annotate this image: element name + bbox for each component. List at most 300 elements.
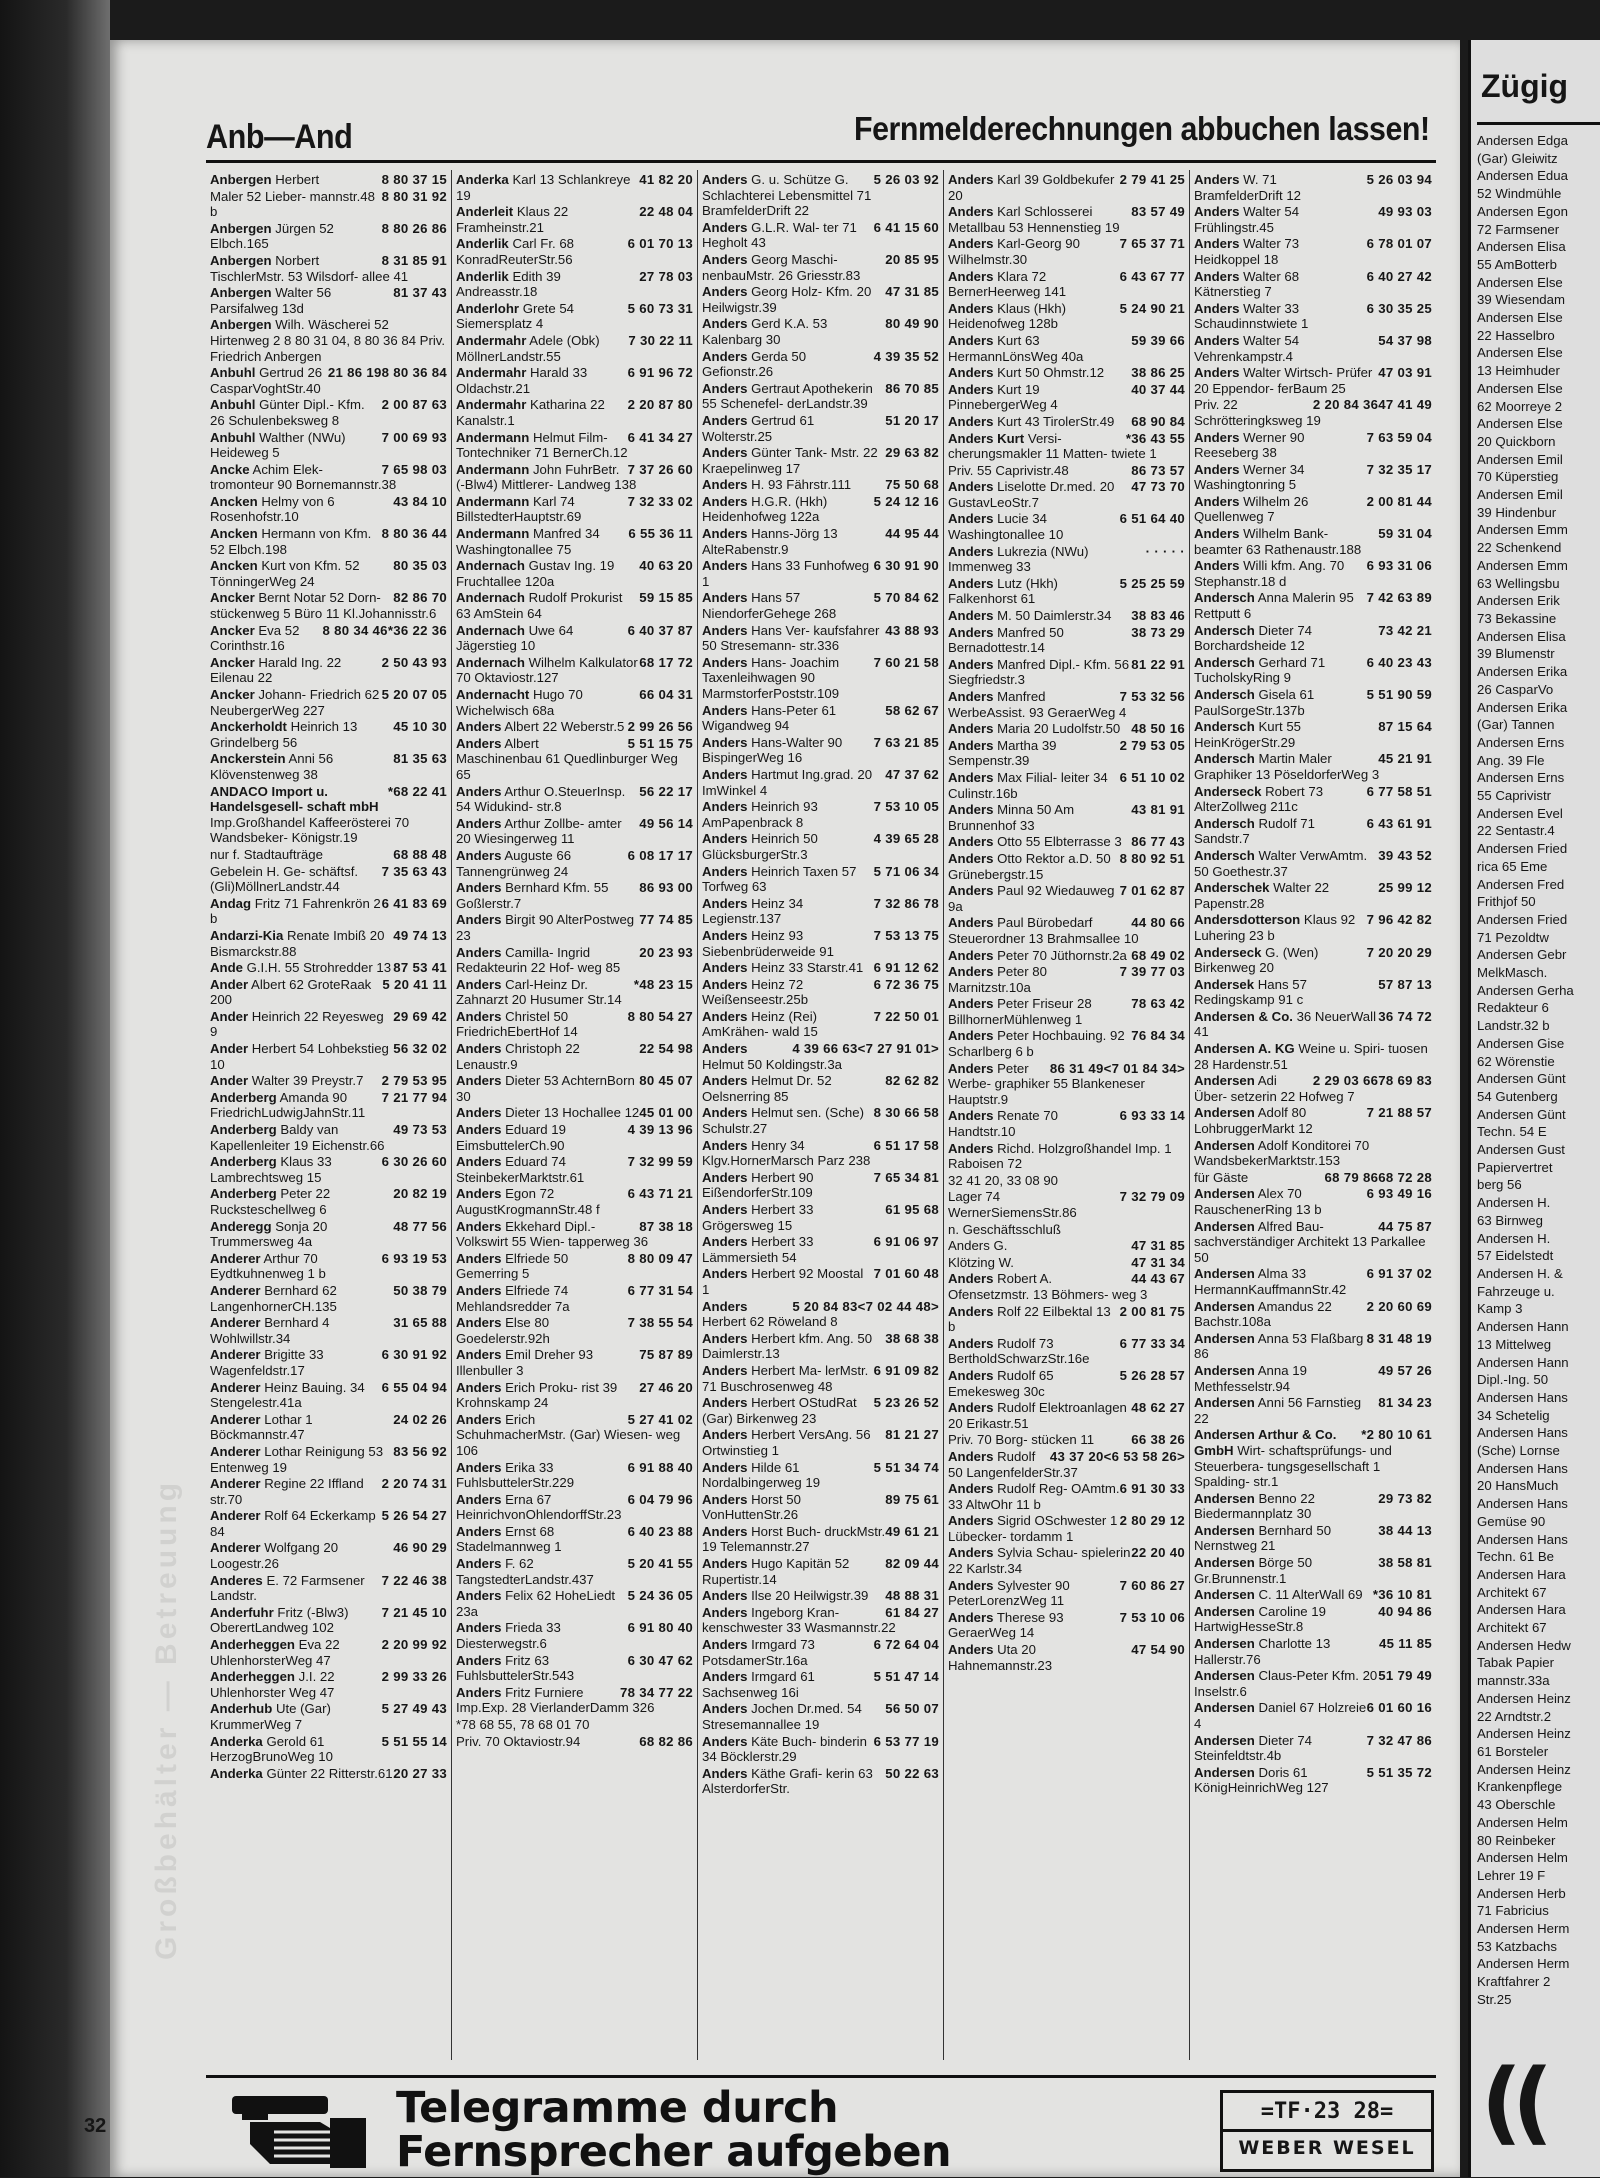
subscriber-detail: Irmgard 73 PotsdamerStr.16a [702, 1637, 815, 1668]
adjacent-line: Redakteur 6 [1477, 1000, 1549, 1016]
subscriber-name: Anders Kurt [948, 430, 1025, 446]
subscriber-name: Andersen Arthur & Co. GmbH [1194, 1427, 1337, 1458]
listing-entry [948, 1400, 1185, 1431]
adjacent-line: Architekt 67 [1477, 1620, 1547, 1636]
subscriber-name: Anderheggen [210, 1669, 295, 1685]
phone-number: 7 53 10 06 [1119, 1609, 1185, 1625]
subscriber-detail: Arthur 70 Eydtkuhnenweg 1 b [210, 1250, 326, 1282]
subscriber-detail: Hermann von Kfm. 52 Elbch.198 [210, 526, 372, 557]
phone-number: 5 20 41 55 [627, 1556, 693, 1572]
subscriber-name: Anders [1194, 204, 1240, 220]
listing-entry [702, 623, 939, 654]
subscriber-detail: Walter 56 Parsifalweg 13d [210, 285, 332, 316]
subscriber-detail: Martin Maler Graphiker 13 PöseldorferWeg 3 [1194, 751, 1380, 782]
subscriber-detail: Erna 67 HeinrichvonOhlendorffStr.23 [456, 1491, 622, 1523]
phone-number: 6 01 70 13 [627, 236, 693, 252]
subscriber-detail: Manfred WerbeAssist. 93 GeraerWeg 4 [948, 689, 1127, 720]
subscriber-detail: Walter 54 Frühlingstr.45 [1194, 204, 1300, 235]
adjacent-page-heading: Zügig [1481, 68, 1569, 104]
subscriber-detail: Wolfgang 20 Loogestr.26 [210, 1540, 339, 1572]
phone-number: 7 21 45 10 [381, 1604, 447, 1620]
phone-number: 7 20 20 29 [1366, 944, 1432, 960]
phone-number: *36 10 81 [1372, 1587, 1432, 1603]
phone-number: 6 51 17 58 [873, 1137, 939, 1153]
subscriber-detail: Renate Imbiß 20 Bismarckstr.88 [210, 927, 385, 959]
phone-number: 47 31 34 [1131, 1254, 1185, 1270]
ad-line-2: Fernsprecher aufgeben [396, 2127, 952, 2177]
subscriber-detail: Adolf Konditorei 70 WandsbekerMarktstr.153 [1194, 1137, 1370, 1169]
listing-entry [1194, 1427, 1432, 1489]
phone-number: 82 86 70 [393, 590, 447, 606]
phone-number: 47 41 49 [1378, 397, 1432, 413]
listing-entry [702, 1363, 939, 1394]
subscriber-detail: Anni 56 Farnstieg 22 [1194, 1395, 1362, 1426]
listing-entry [702, 1073, 939, 1104]
subscriber-detail: nur f. Stadtaufträge [210, 846, 323, 862]
subscriber-detail: Georg Holz- Kfm. 20 Heilwigstr.39 [702, 284, 872, 315]
subscriber-detail: Hans 33 Funhofweg 1 [702, 558, 870, 589]
subscriber-name: Anders [948, 204, 994, 220]
adjacent-line: Andersen Hans [1477, 1425, 1568, 1441]
adjacent-line: Andersen Fried [1477, 841, 1568, 857]
listing-entry [1194, 687, 1432, 718]
phone-number: 6 77 33 34 [1119, 1335, 1185, 1351]
subscriber-name: Anders [948, 332, 994, 348]
listing-entry [702, 1556, 939, 1587]
subscriber-detail: W. 71 BramfelderDrift 12 [1194, 172, 1302, 203]
listing-entry [1194, 1733, 1432, 1764]
subscriber-name: Anbergen [210, 172, 272, 187]
listing-entry [210, 462, 447, 493]
adjacent-line: Techn. 61 Be [1477, 1549, 1554, 1565]
listing-entry [948, 269, 1185, 300]
subscriber-name: Anbergen [210, 252, 272, 268]
phone-number: 6 91 06 97 [873, 1234, 939, 1250]
subscriber-detail: Katharina 22 Kanalstr.1 [456, 397, 605, 428]
subscriber-name: Anders [702, 1041, 748, 1057]
listing-entry [210, 1412, 447, 1443]
phone-number: 5 71 06 34 [873, 863, 939, 879]
subscriber-name: Andersek [1194, 976, 1255, 992]
listing-entry [210, 719, 447, 750]
phone-number: 77 74 85 [639, 912, 693, 928]
listing-entry [456, 301, 693, 332]
listing-entry [456, 1620, 693, 1651]
subscriber-detail: Manfred Dipl.- Kfm. 56 Siegfriedstr.3 [948, 656, 1130, 688]
subscriber-name: Ancken [210, 493, 258, 509]
subscriber-name: Ancker [210, 622, 255, 638]
listing-entry [948, 770, 1185, 801]
listing-entry [702, 703, 939, 734]
subscriber-name: Anderka [456, 172, 509, 187]
listing-entry [456, 1009, 693, 1040]
listing-entry [210, 784, 447, 846]
subscriber-detail: Otto 55 Elbterrasse 3 [997, 834, 1122, 850]
listing-entry [456, 526, 693, 557]
listing-entry [702, 799, 939, 830]
listing-entry [456, 1653, 693, 1684]
adjacent-line: Papiervertret [1477, 1159, 1553, 1175]
subscriber-name: Anders [702, 1266, 748, 1282]
phone-number: 86 93 00 [639, 880, 693, 896]
listing-columns [206, 170, 1436, 2060]
subscriber-name: Anders [948, 1108, 994, 1124]
adjacent-line: Andersen Hara [1477, 1566, 1566, 1582]
adjacent-line: Andersen Emm [1477, 522, 1568, 538]
subscriber-detail: Hans Ver- kaufsfahrer 50 Stresemann- str.336 [702, 622, 880, 654]
listing-entry [1194, 1138, 1432, 1169]
phone-number: 44 80 66 [1131, 915, 1185, 931]
subscriber-name: Anders [948, 1400, 994, 1416]
adjacent-line: Andersen Gebr [1477, 947, 1567, 963]
subscriber-name: Anderheggen [210, 1637, 295, 1653]
adjacent-line: MelkMasch. [1477, 965, 1548, 981]
phone-number: 7 53 10 05 [873, 799, 939, 815]
subscriber-name: Anders [456, 1491, 502, 1507]
phone-number: 76 84 34 [1131, 1028, 1185, 1044]
subscriber-detail: Brigitte 33 Wagenfeldstr.17 [210, 1347, 324, 1378]
listing-entry [1194, 912, 1432, 943]
subscriber-name: Andermann [456, 461, 530, 477]
subscriber-name: Anders [948, 850, 994, 866]
header-rule [206, 160, 1436, 163]
listing-entry [702, 220, 939, 251]
phone-number: 6 91 09 82 [873, 1362, 939, 1378]
phone-number: 31 65 88 [393, 1315, 447, 1331]
subscriber-detail: Egon 72 AugustKrogmannStr.48 f [456, 1186, 600, 1217]
listing-entry [1194, 784, 1432, 815]
subscriber-name: Ander [210, 1073, 249, 1089]
subscriber-name: Anderberg [210, 1122, 277, 1138]
listing-entry [456, 1219, 693, 1250]
phone-number: 7 37 26 60 [627, 461, 693, 477]
subscriber-detail: Horst Buch- druckMstr. 19 Telemannstr.27 [702, 1523, 886, 1555]
listing-entry [456, 784, 693, 815]
subscriber-detail: Peter 80 Marnitzstr.10a [948, 964, 1047, 995]
listing-entry [702, 1170, 939, 1201]
phone-number: 8 80 37 15 [381, 172, 447, 187]
subscriber-name: Anders [456, 1186, 502, 1202]
adjacent-line: Andersen Else [1477, 310, 1563, 326]
subscriber-name: Andersen [1194, 1636, 1255, 1652]
subscriber-name: Anbuhl [210, 429, 256, 445]
phone-number: 6 93 19 53 [381, 1250, 447, 1266]
adjacent-line: Andersen Heinz [1477, 1690, 1571, 1706]
subscriber-detail: Klara 72 BernerHeerweg 141 [948, 268, 1067, 300]
subscriber-detail: Versi- cherungsmakler 11 Matten- twiete 1 [948, 430, 1157, 462]
phone-number: 6 41 83 69 [381, 895, 447, 911]
phone-number: 45 11 85 [1378, 1636, 1432, 1652]
subscriber-name: Andersch [1194, 654, 1255, 670]
phone-number: 87 15 64 [1378, 719, 1432, 735]
subscriber-name: Anderlohr [456, 300, 520, 316]
listing-entry [702, 526, 939, 557]
subscriber-name: Anders [702, 831, 748, 847]
subscriber-detail: Maler 52 Lieber- mannstr.48 b [210, 188, 375, 220]
subscriber-detail: Arthur O.SteuerInsp. 54 Widukind- str.8 [456, 783, 626, 815]
phone-number: 6 41 15 60 [873, 219, 939, 235]
phone-number: 6 91 12 62 [873, 960, 939, 976]
adjacent-line: Andersen Erns [1477, 770, 1565, 786]
adjacent-line: Andersen Egon [1477, 203, 1568, 219]
adjacent-line: berg 56 [1477, 1177, 1522, 1193]
listing-entry [456, 1492, 693, 1523]
phone-number: 7 21 77 94 [381, 1089, 447, 1105]
subscriber-name: Anders [702, 1008, 748, 1024]
subscriber-name: Anders [702, 1330, 748, 1346]
subscriber-name: Anbergen [210, 317, 272, 333]
subscriber-detail: Edith 39 Andreasstr.18 [456, 268, 561, 300]
subscriber-name: Anders [948, 947, 994, 963]
adjacent-line: 72 Farmsener [1477, 221, 1560, 237]
phone-number: 6 93 31 06 [1366, 558, 1432, 574]
subscriber-detail: Robert A. Ofensetzmstr. 13 Böhmers- weg 3 [948, 1271, 1148, 1302]
subscriber-name: Anders [948, 996, 994, 1012]
listing-entry [702, 864, 939, 895]
subscriber-name: Ander [210, 1008, 249, 1024]
listing-entry [456, 1685, 693, 1716]
phone-number: 48 88 31 [885, 1588, 939, 1604]
subscriber-name: Andersen [1194, 1330, 1255, 1346]
listing-entry [210, 1251, 447, 1282]
subscriber-name: Anders [1194, 365, 1240, 381]
subscriber-name: Anders [702, 251, 748, 267]
listing-entry [948, 1028, 1185, 1059]
adjacent-line: Andersen Emm [1477, 557, 1568, 573]
listing-entry [948, 1108, 1185, 1139]
phone-number: *48 23 15 [633, 976, 693, 992]
subscriber-name: Anderberg [210, 1089, 277, 1105]
subscriber-detail: Achim Elek- tromonteur 90 Bornemannstr.38 [210, 461, 397, 493]
subscriber-detail: Hugo 70 Wichelwisch 68a [456, 687, 583, 718]
subscriber-name: Andersen [1194, 1395, 1255, 1411]
subscriber-name: Ancker [210, 687, 255, 702]
phone-number: 86 77 43 [1131, 834, 1185, 850]
listing-entry [948, 1336, 1185, 1367]
listing-entry [1194, 945, 1432, 976]
subscriber-name: Andermahr [456, 332, 527, 348]
listing-entry [210, 977, 447, 1008]
listing-entry [1194, 1299, 1432, 1330]
subscriber-name: Anders [702, 284, 748, 300]
phone-number: 46 90 29 [393, 1540, 447, 1556]
subscriber-detail: Herbert [275, 172, 320, 187]
phone-number: 22 54 98 [639, 1041, 693, 1057]
adjacent-line: Andersen Hann [1477, 1319, 1569, 1335]
subscriber-name: Anderer [210, 1540, 261, 1556]
listing-entry [210, 1283, 447, 1314]
subscriber-detail: Heinz 34 Legienstr.137 [702, 895, 804, 927]
phone-number: 5 26 03 94 [1366, 172, 1432, 187]
listing-entry [702, 1492, 939, 1523]
subscriber-name: Andersen [1194, 1490, 1255, 1506]
adjacent-line: Andersen Gerha [1477, 982, 1574, 998]
subscriber-name: Andernach [456, 590, 525, 606]
phone-number: 50 38 79 [393, 1282, 447, 1298]
listing-entry [456, 1347, 693, 1378]
subscriber-detail: Anni 56 Klövenstenweg 38 [210, 751, 334, 782]
phone-number: 81 34 23 [1378, 1395, 1432, 1411]
subscriber-detail: Priv. 70 Borg- stücken 11 [948, 1432, 1095, 1448]
subscriber-detail: Rolf 64 Eckerkamp 84 [210, 1508, 376, 1539]
subscriber-detail: E. 72 Farmsener Landstr. [210, 1572, 365, 1604]
subscriber-detail: Herbert 33 Grögersweg 15 [702, 1202, 814, 1233]
watermark-text: Großbehälter — Betreuung [150, 1478, 183, 1960]
phone-number: 45 01 00 [639, 1105, 693, 1121]
subscriber-detail: Adi Über- setzerin 22 Hofweg 7 [1194, 1073, 1355, 1104]
phone-number: 38 83 46 [1131, 608, 1185, 624]
subscriber-name: Anders [702, 1459, 748, 1475]
adjacent-line: Andersen Hans [1477, 1531, 1568, 1547]
subscriber-detail: Herbert 92 Moostal 1 [702, 1266, 864, 1297]
listing-entry [1194, 269, 1432, 300]
listing-entry [456, 397, 693, 428]
phone-number: 6 91 80 40 [627, 1620, 693, 1636]
subscriber-detail: Bernt Notar 52 Dorn- stückenweg 5 Büro 11 Kl.Johannisstr.6 [210, 590, 437, 622]
ad-code: =TF·23 28= [1223, 2095, 1431, 2132]
adjacent-line: 80 Reinbeker [1477, 1832, 1556, 1848]
listing-entry [210, 1637, 447, 1668]
phone-number: 2 00 87 63 [381, 397, 447, 413]
subscriber-detail: Peter Hochbauing. 92 Scharlberg 6 b [948, 1028, 1125, 1060]
subscriber-detail: Albert Maschinenbau 61 Quedlinburger Weg 65 [456, 735, 678, 782]
listing-entry [456, 1717, 693, 1733]
phone-number: *36 43 55 [1125, 430, 1185, 446]
subscriber-name: Anders [456, 1105, 502, 1121]
phone-number: 38 68 38 [885, 1330, 939, 1346]
subscriber-name: Anders [702, 172, 748, 187]
phone-number: 43 81 91 [1131, 802, 1185, 818]
adjacent-line: Andersen Fred [1477, 876, 1565, 892]
phone-number: 61 84 27 [885, 1604, 939, 1620]
subscriber-detail: Klaus 92 Luhering 23 b [1194, 912, 1356, 943]
subscriber-detail: Heinrich 93 AmPapenbrack 8 [702, 799, 818, 830]
subscriber-name: Anderer [210, 1347, 261, 1363]
phone-number: 5 51 55 14 [381, 1733, 447, 1749]
listing-entry [456, 236, 693, 267]
adjacent-line: 20 HansMuch [1477, 1478, 1559, 1494]
subscriber-detail: Karl 74 BillstedterHauptstr.69 [456, 493, 582, 525]
subscriber-detail: Irmgard 61 Sachsenweg 16i [702, 1669, 815, 1700]
adjacent-line: 55 AmBotterb [1477, 256, 1557, 272]
subscriber-detail: Walter 68 Kätnerstieg 7 [1194, 268, 1300, 300]
subscriber-detail: Herbert kfm. Ang. 50 Daimlerstr.13 [702, 1330, 873, 1362]
subscriber-name: Anders [702, 766, 748, 782]
subscriber-name: Anders [1194, 300, 1240, 316]
adjacent-line: Dipl.-Ing. 50 [1477, 1372, 1549, 1388]
listing-entry [702, 316, 939, 347]
phone-number: 2 20 84 36 [1312, 397, 1379, 413]
listing-entry [948, 608, 1185, 624]
subscriber-detail: Käte Buch- binderin 34 Böcklerstr.29 [702, 1733, 867, 1765]
listing-entry [948, 463, 1185, 479]
phone-number: 48 77 56 [393, 1218, 447, 1234]
subscriber-detail: Käthe Grafi- kerin 63 AlsterdorferStr. [702, 1765, 873, 1797]
phone-number: 82 62 82 [885, 1073, 939, 1089]
subscriber-detail: Maria 20 Ludolfstr.50 [997, 721, 1121, 737]
listing-entry [702, 1395, 939, 1426]
subscriber-detail: Auguste 66 Tannengrünweg 24 [456, 847, 572, 879]
phone-number: 75 87 89 [639, 1347, 693, 1363]
adjacent-line: 13 Mittelweg [1477, 1336, 1552, 1352]
adjacent-line: Andersen Erika [1477, 699, 1568, 715]
phone-number: 5 27 49 43 [381, 1701, 447, 1717]
subscriber-detail: Robert 73 AlterZollweg 211c [1194, 783, 1324, 815]
listing-entry [702, 1331, 939, 1362]
subscriber-name: Anders [1194, 332, 1240, 348]
listing-entry [948, 1304, 1185, 1335]
listing-entry [456, 977, 693, 1008]
listing-entry [210, 526, 447, 557]
listing-entry [210, 430, 447, 461]
listing-entry [456, 365, 693, 396]
adjacent-line: Andersen Elisa [1477, 628, 1566, 644]
listing-entry [456, 1251, 693, 1282]
phone-number: 7 01 62 87 [1119, 883, 1185, 899]
phone-number: 5 26 54 27 [381, 1508, 447, 1524]
subscriber-detail: Minna 50 Am Brunnenhof 33 [948, 802, 1075, 833]
phone-number: 5 23 26 52 [873, 1395, 939, 1411]
phone-number: 7 32 79 09 [1119, 1189, 1185, 1205]
ad-brand: WEBER WESEL [1238, 2137, 1416, 2159]
adjacent-line: 71 Fabricius [1477, 1903, 1549, 1919]
phone-number: 6 51 64 40 [1119, 511, 1185, 527]
subscriber-name: Anders [702, 219, 748, 235]
subscriber-name: Anders [948, 1642, 994, 1658]
phone-number: 47 31 85 [885, 284, 939, 300]
phone-number: 5 26 03 92 [873, 172, 939, 187]
subscriber-name: Anckerholdt [210, 719, 287, 735]
listing-entry [456, 816, 693, 847]
phone-number: 7 38 55 54 [627, 1315, 693, 1331]
adjacent-line: Andersen Else [1477, 345, 1563, 361]
subscriber-detail: Günter Dipl.- Kfm. 26 Schulenbeksweg 8 [210, 397, 365, 428]
phone-number: 75 50 68 [885, 477, 939, 493]
subscriber-detail: Albert 22 Weberstr.5 [504, 719, 625, 735]
subscriber-name: Anders [702, 1137, 748, 1153]
phone-number: 5 24 12 16 [873, 493, 939, 509]
listing-entry [456, 1073, 693, 1104]
phone-number: 6 43 71 21 [627, 1186, 693, 1202]
subscriber-name: Andersen [1194, 1362, 1255, 1378]
listing-column-1 [206, 170, 452, 2060]
listing-entry [1194, 1041, 1432, 1072]
adjacent-line: Andersen Gust [1477, 1142, 1565, 1158]
subscriber-detail: Fritz 71 Fahrenkrön 2 b [210, 895, 381, 927]
subscriber-detail: Eduard 74 SteinbekerMarktstr.61 [456, 1154, 585, 1185]
listing-entry [456, 269, 693, 300]
listing-entry [210, 253, 447, 284]
phone-number: 20 82 19 [393, 1186, 447, 1202]
subscriber-detail: Wilhelm Bank- beamter 63 Rathenaustr.188 [1194, 526, 1362, 557]
phone-number: 87 53 41 [393, 960, 447, 976]
phone-number: 81 21 27 [885, 1427, 939, 1443]
adjacent-line: Andersen Else [1477, 416, 1563, 432]
subscriber-detail: Baldy van Kapellenleiter 19 Eichenstr.66 [210, 1122, 385, 1153]
phone-number: 48 62 27 [1131, 1400, 1185, 1416]
subscriber-name: Anders [456, 944, 502, 960]
subscriber-detail: Hilde 61 Nordalbingerweg 19 [702, 1459, 821, 1491]
subscriber-detail: Georg Maschi- nenbauMstr. 26 Griesstr.83 [702, 251, 861, 283]
listing-entry [948, 544, 1185, 575]
subscriber-name: Anders [702, 734, 748, 750]
listing-entry [702, 1701, 939, 1732]
subscriber-name: Anders [456, 1008, 502, 1024]
adjacent-line: Kamp 3 [1477, 1301, 1523, 1317]
listing-entry [1194, 1636, 1432, 1667]
phone-number: 59 39 66 [1131, 332, 1185, 348]
adjacent-line: Tabak Papier [1477, 1655, 1554, 1671]
